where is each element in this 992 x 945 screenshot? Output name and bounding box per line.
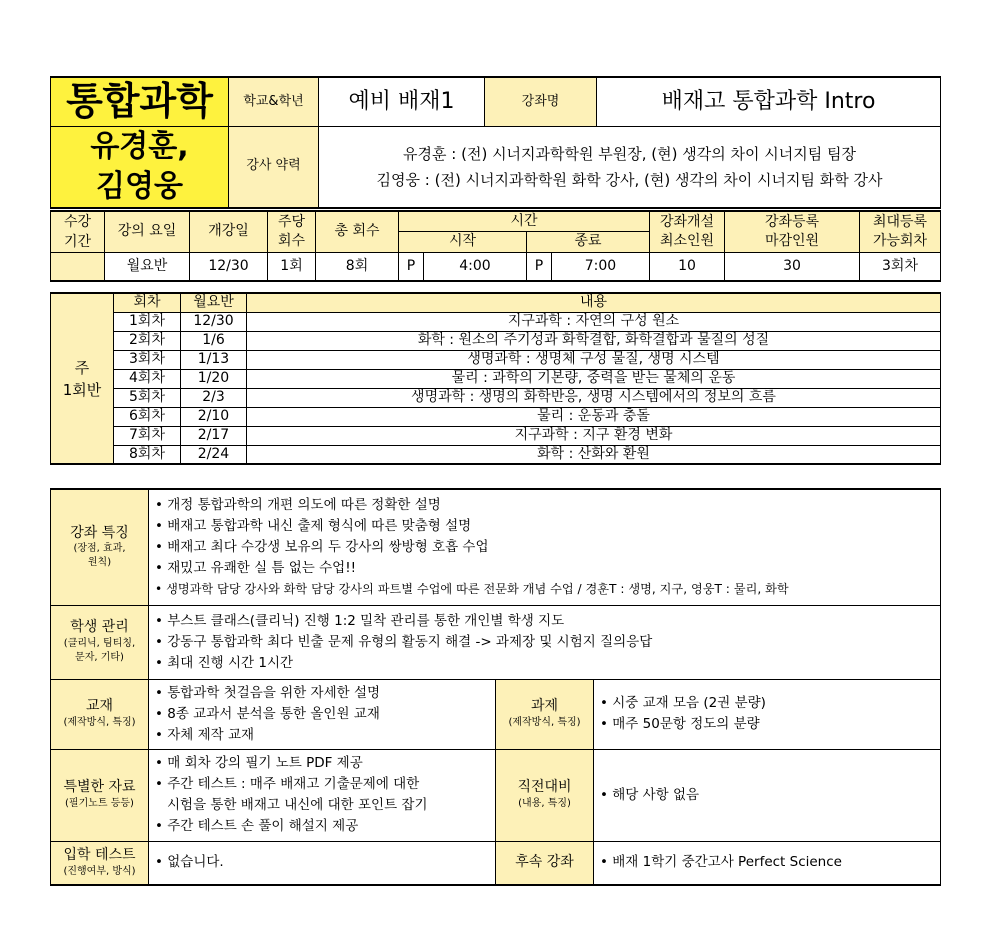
materials-content: [149, 749, 496, 841]
profile-line-1: 유경훈 : (전) 시너지과학학원 부원장, (현) 생각의 차이 시너지팀 팀장: [403, 144, 856, 163]
list-item: • 생명과학 담당 강사와 화학 담당 강사의 파트별 수업에 따른 전문화 개념 수업 / 경훈T : 생명, 지구, 영웅T : 물리, 화학: [155, 579, 940, 600]
content-cell: 물리 : 운동과 충돌: [247, 407, 941, 426]
curriculum-side-1: 주: [74, 358, 90, 377]
open-date-header: 개강일: [190, 211, 268, 253]
list-item: • 자체 제작 교재: [155, 725, 495, 746]
time-header: 시간: [399, 211, 650, 232]
management-sub-1: (클리닉, 팀티칭,: [63, 637, 136, 649]
session-cell: 4회차: [114, 369, 181, 388]
table-row: [51, 331, 941, 350]
entrance-label: [51, 841, 149, 885]
day-value: 월요반: [105, 253, 190, 281]
content-cell: 생명과학 : 생명체 구성 물질, 생명 시스템: [247, 350, 941, 369]
materials-sub: (필기노트 등등): [65, 797, 134, 809]
entrance-sub: (진행여부, 방식): [63, 865, 136, 877]
min-enroll-header: [650, 211, 725, 253]
list-item: • 배재고 통합과학 내신 출제 형식에 따른 맞춤형 설명: [155, 516, 940, 537]
profile-text: [319, 126, 941, 208]
weekly-count-value: 1회: [268, 253, 316, 281]
management-label: [51, 605, 149, 679]
management-content: [149, 605, 941, 679]
materials-label: [51, 749, 149, 841]
course-name-label: 강좌명: [485, 77, 597, 126]
list-item: • 매주 50문항 정도의 분량: [600, 714, 940, 735]
list-item: • 배재고 최다 수강생 보유의 두 강사의 쌍방형 호흡 수업: [155, 537, 940, 558]
list-item: • 매 회차 강의 필기 노트 PDF 제공: [155, 753, 495, 774]
materials-label-text: 특별한 자료: [63, 779, 136, 796]
deadline-header-2: 마감인원: [764, 233, 820, 249]
min-enroll-value: 10: [650, 253, 725, 281]
date-cell: 2/24: [181, 445, 247, 464]
max-session-header-1: 최대등록: [872, 214, 928, 230]
content-header: 내용: [247, 293, 941, 312]
homework-label-text: 과제: [530, 698, 559, 715]
max-session-value: 3회차: [860, 253, 941, 281]
date-cell: 2/10: [181, 407, 247, 426]
session-cell: 2회차: [114, 331, 181, 350]
date-cell: 12/30: [181, 312, 247, 331]
teacher-names: [51, 126, 229, 208]
date-cell: 2/17: [181, 426, 247, 445]
details-block: [50, 488, 940, 886]
profile-line-2: 김영웅 : (전) 시너지과학학원 화학 강사, (현) 생각의 차이 시너지팀 화학 강사: [376, 170, 883, 189]
weekly-count-header-2: 회수: [277, 233, 306, 249]
table-row: [51, 369, 941, 388]
list-item: • 부스트 클래스(클리닉) 진행 1:2 밀착 관리를 통한 개인별 학생 지도: [155, 611, 940, 632]
teacher-name-2: 김영웅: [96, 168, 183, 204]
curriculum-side-2: 1회반: [62, 380, 102, 399]
min-enroll-header-2: 최소인원: [659, 233, 715, 249]
weekly-count-header: [268, 211, 316, 253]
textbook-sub: (제작방식, 특징): [63, 716, 136, 728]
session-header: 회차: [114, 293, 181, 312]
session-cell: 3회차: [114, 350, 181, 369]
header-block: [50, 76, 940, 209]
features-label-text: 강좌 특징: [70, 524, 129, 541]
list-item: • 배재 1학기 중간고사 Perfect Science: [600, 852, 940, 873]
list-item-continuation: 시험을 통한 배재고 내신에 대한 포인트 잡기: [167, 797, 428, 813]
max-session-header-2: 가능회차: [872, 233, 928, 249]
list-item: • 시중 교재 모음 (2권 분량): [600, 693, 940, 714]
followup-content: [594, 841, 941, 885]
end-header: 종료: [527, 232, 650, 253]
table-row: [51, 426, 941, 445]
teacher-name-1: 유경훈,: [90, 128, 189, 164]
list-item: • 통합과학 첫걸음을 위한 자세한 설명: [155, 683, 495, 704]
content-cell: 지구과학 : 자연의 구성 원소: [247, 312, 941, 331]
table-row: [51, 407, 941, 426]
list-item: • 개정 통합과학의 개편 의도에 따른 정확한 설명: [155, 495, 940, 516]
school-grade-label: 학교&학년: [229, 77, 319, 126]
content-cell: 지구과학 : 지구 환경 변화: [247, 426, 941, 445]
entrance-label-text: 입학 테스트: [63, 847, 136, 863]
features-sub-2: 원칙): [87, 557, 112, 568]
exam-prep-content: [594, 749, 941, 841]
content-cell: 화학 : 산화와 환원: [247, 445, 941, 464]
content-cell: 물리 : 과학의 기본량, 중력을 받는 물체의 운동: [247, 369, 941, 388]
school-grade-value: 예비 배재1: [319, 77, 485, 126]
list-item: • 주간 테스트 : 매주 배재고 기출문제에 대한: [155, 774, 495, 795]
features-label: [51, 489, 149, 605]
open-date-value: 12/30: [190, 253, 268, 281]
content-cell: 생명과학 : 생명의 화학반응, 생명 시스템에서의 정보의 흐름: [247, 388, 941, 407]
list-item: • 없습니다.: [155, 852, 495, 873]
start-ampm: P: [399, 253, 424, 281]
list-item: • 재밌고 유쾌한 실 틈 없는 수업!!: [155, 558, 940, 579]
table-row: [51, 350, 941, 369]
start-time: 4:00: [424, 253, 527, 281]
profile-label: 강사 약력: [229, 126, 319, 208]
homework-sub: (제작방식, 특징): [508, 716, 581, 728]
homework-label: [496, 679, 594, 749]
curriculum-side-label: [51, 293, 114, 464]
session-cell: 5회차: [114, 388, 181, 407]
course-name-value: 배재고 통합과학 Intro: [597, 77, 941, 126]
list-item: • 해당 사항 없음: [600, 785, 940, 806]
day-header: 강의 요일: [105, 211, 190, 253]
homework-content: [594, 679, 941, 749]
exam-prep-label-text: 직전대비: [517, 779, 572, 796]
session-cell: 8회차: [114, 445, 181, 464]
textbook-content: [149, 679, 496, 749]
session-cell: 1회차: [114, 312, 181, 331]
deadline-value: 30: [725, 253, 860, 281]
date-cell: 2/3: [181, 388, 247, 407]
weekly-count-header-1: 주당: [277, 214, 306, 230]
features-content: [149, 489, 941, 605]
table-row: [51, 445, 941, 464]
management-sub-2: 문자, 기타): [75, 651, 124, 663]
entrance-content: [149, 841, 496, 885]
features-sub-1: (장점, 효과,: [73, 543, 126, 554]
list-item: • 8종 교과서 분석을 통한 올인원 교재: [155, 704, 495, 725]
curriculum-block: [50, 292, 940, 465]
exam-prep-sub: (내용, 특징): [518, 797, 571, 809]
content-cell: 화학 : 원소의 주기성과 화학결합, 화학결합과 물질의 성질: [247, 331, 941, 350]
date-cell: 1/20: [181, 369, 247, 388]
table-row: [51, 312, 941, 331]
period-label-cont: [51, 253, 105, 281]
exam-prep-label: [496, 749, 594, 841]
start-header: 시작: [399, 232, 527, 253]
date-header: 월요반: [181, 293, 247, 312]
list-item: • 주간 테스트 손 풀이 해설지 제공: [155, 816, 495, 837]
followup-label: 후속 강좌: [496, 841, 594, 885]
total-count-value: 8회: [316, 253, 399, 281]
end-ampm: P: [527, 253, 552, 281]
min-enroll-header-1: 강좌개설: [659, 214, 715, 230]
end-time: 7:00: [552, 253, 650, 281]
textbook-label-text: 교재: [85, 698, 114, 715]
schedule-block: [50, 210, 940, 282]
table-row: [51, 388, 941, 407]
max-session-header: [860, 211, 941, 253]
period-label: 수강 기간: [51, 211, 105, 253]
subject-title: 통합과학: [51, 77, 229, 126]
deadline-header-1: 강좌등록: [764, 214, 820, 230]
total-count-header: 총 회수: [316, 211, 399, 253]
date-cell: 1/6: [181, 331, 247, 350]
session-cell: 7회차: [114, 426, 181, 445]
list-item: • 강동구 통합과학 최다 빈출 문제 유형의 활동지 해결 -> 과제장 및 시험지 질의응답: [155, 632, 940, 653]
management-label-text: 학생 관리: [70, 619, 129, 636]
list-item: • 최대 진행 시간 1시간: [155, 653, 940, 674]
textbook-label: [51, 679, 149, 749]
date-cell: 1/13: [181, 350, 247, 369]
session-cell: 6회차: [114, 407, 181, 426]
deadline-header: [725, 211, 860, 253]
